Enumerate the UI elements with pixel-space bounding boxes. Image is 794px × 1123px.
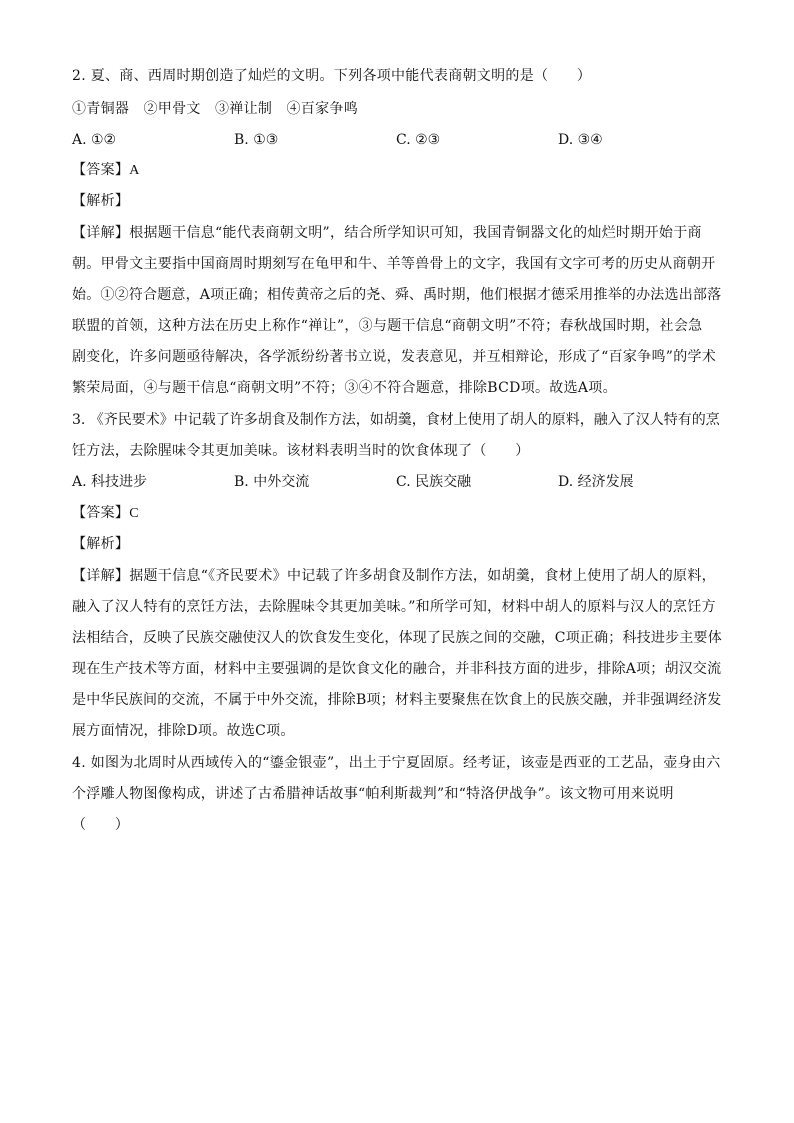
q3-option-d: D. 经济发展 xyxy=(558,474,634,490)
q3-analysis-label: 【解析】 xyxy=(72,536,130,552)
q2-items: ①青铜器 ②甲骨文 ③禅让制 ④百家争鸣 xyxy=(72,101,358,117)
q4-stem-line-2: 个浮雕人物图像构成，讲述了古希腊神话故事“帕利斯裁判”和“特洛伊战争”。该文物可用来说明 xyxy=(72,786,674,802)
q3-stem-line-1: 3. 《齐民要术》中记载了许多胡食及制作方法，如胡羹，食材上使用了胡人的原料，融入了汉人特有的烹 xyxy=(72,412,720,428)
q2-option-c: C. ②③ xyxy=(396,132,441,148)
q3-answer-label: 【答案】 xyxy=(72,505,130,521)
q2-detail-label: 【详解】 xyxy=(72,225,130,241)
q2-detail-line-2: 朝。甲骨文主要指中国商周时期刻写在龟甲和牛、羊等兽骨上的文字，我国有文字可考的历史从商朝开 xyxy=(72,256,716,272)
q3-detail-line-4: 现在生产技术等方面，材料中主要强调的是饮食文化的融合，并非科技方面的进步，排除A项；胡汉交流 xyxy=(72,661,722,677)
q3-option-a: A. 科技进步 xyxy=(72,474,148,490)
q2-answer-label: 【答案】 xyxy=(72,162,130,178)
q2-option-a: A. ①② xyxy=(72,132,117,148)
q2-detail-line-4: 联盟的首领，这种方法在历史上称作“禅让”，③与题干信息“商朝文明”不符；春秋战国时期，社会急 xyxy=(72,318,703,334)
q3-answer-value: C xyxy=(129,506,139,521)
q2-detail-text-1: 根据题干信息“能代表商朝文明”，结合所学知识可知，我国青铜器文化的灿烂时期开始于商 xyxy=(129,225,702,241)
q2-answer-value: A xyxy=(129,163,140,178)
q3-detail-text-1: 据题干信息“《齐民要术》中记载了许多胡食及制作方法，如胡羹，食材上使用了胡人的原料， xyxy=(129,568,716,584)
q3-detail-line-6: 展方面情况，排除D项。故选C项。 xyxy=(72,723,295,739)
q3-detail-line-1 xyxy=(72,566,716,586)
q2-option-d: D. ③④ xyxy=(558,132,603,148)
q3-detail-line-3: 法相结合，反映了民族交融使汉人的饮食发生变化，体现了民族之间的交融，C项正确；科技进步主要体 xyxy=(72,630,722,646)
q3-answer xyxy=(72,503,139,523)
q2-stem: 2. 夏、商、西周时期创造了灿烂的文明。下列各项中能代表商朝文明的是（ ） xyxy=(72,68,592,84)
q3-option-b: B. 中外交流 xyxy=(234,474,310,490)
q2-detail-line-1 xyxy=(72,223,702,243)
q3-detail-line-5: 是中华民族间的交流，不属于中外交流，排除B项；材料主要聚焦在饮食上的民族交融，并非强调经济发 xyxy=(72,692,722,708)
q3-stem-line-2: 饪方法，去除腥味令其更加美味。该材料表明当时的饮食体现了（ ） xyxy=(72,443,530,459)
q2-detail-line-3: 始。①②符合题意，A项正确；相传黄帝之后的尧、舜、禹时期，他们根据才德采用推举的办法选出部落 xyxy=(72,287,722,303)
q3-detail-label: 【详解】 xyxy=(72,568,130,584)
q2-detail-line-5: 剧变化，许多问题亟待解决，各学派纷纷著书立说，发表意见，并互相辩论，形成了“百家争鸣”的学术 xyxy=(72,349,717,365)
q4-stem-line-1: 4. 如图为北周时从西域传入的“鎏金银壶”，出土于宁夏固原。经考证，该壶是西亚的工艺品，壶身由六 xyxy=(72,755,721,771)
q4-stem-line-3: （ ） xyxy=(72,817,130,833)
q3-option-c: C. 民族交融 xyxy=(396,474,472,490)
q2-detail-line-6: 繁荣局面，④与题干信息“商朝文明”不符；③④不符合题意，排除BCD项。故选A项。 xyxy=(72,380,617,396)
q2-option-b: B. ①③ xyxy=(234,132,279,148)
q2-analysis-label: 【解析】 xyxy=(72,193,130,209)
q3-detail-line-2: 融入了汉人特有的烹饪方法，去除腥味令其更加美味。”和所学可知，材料中胡人的原料与汉人的烹饪方 xyxy=(72,599,716,615)
q2-answer xyxy=(72,160,140,180)
